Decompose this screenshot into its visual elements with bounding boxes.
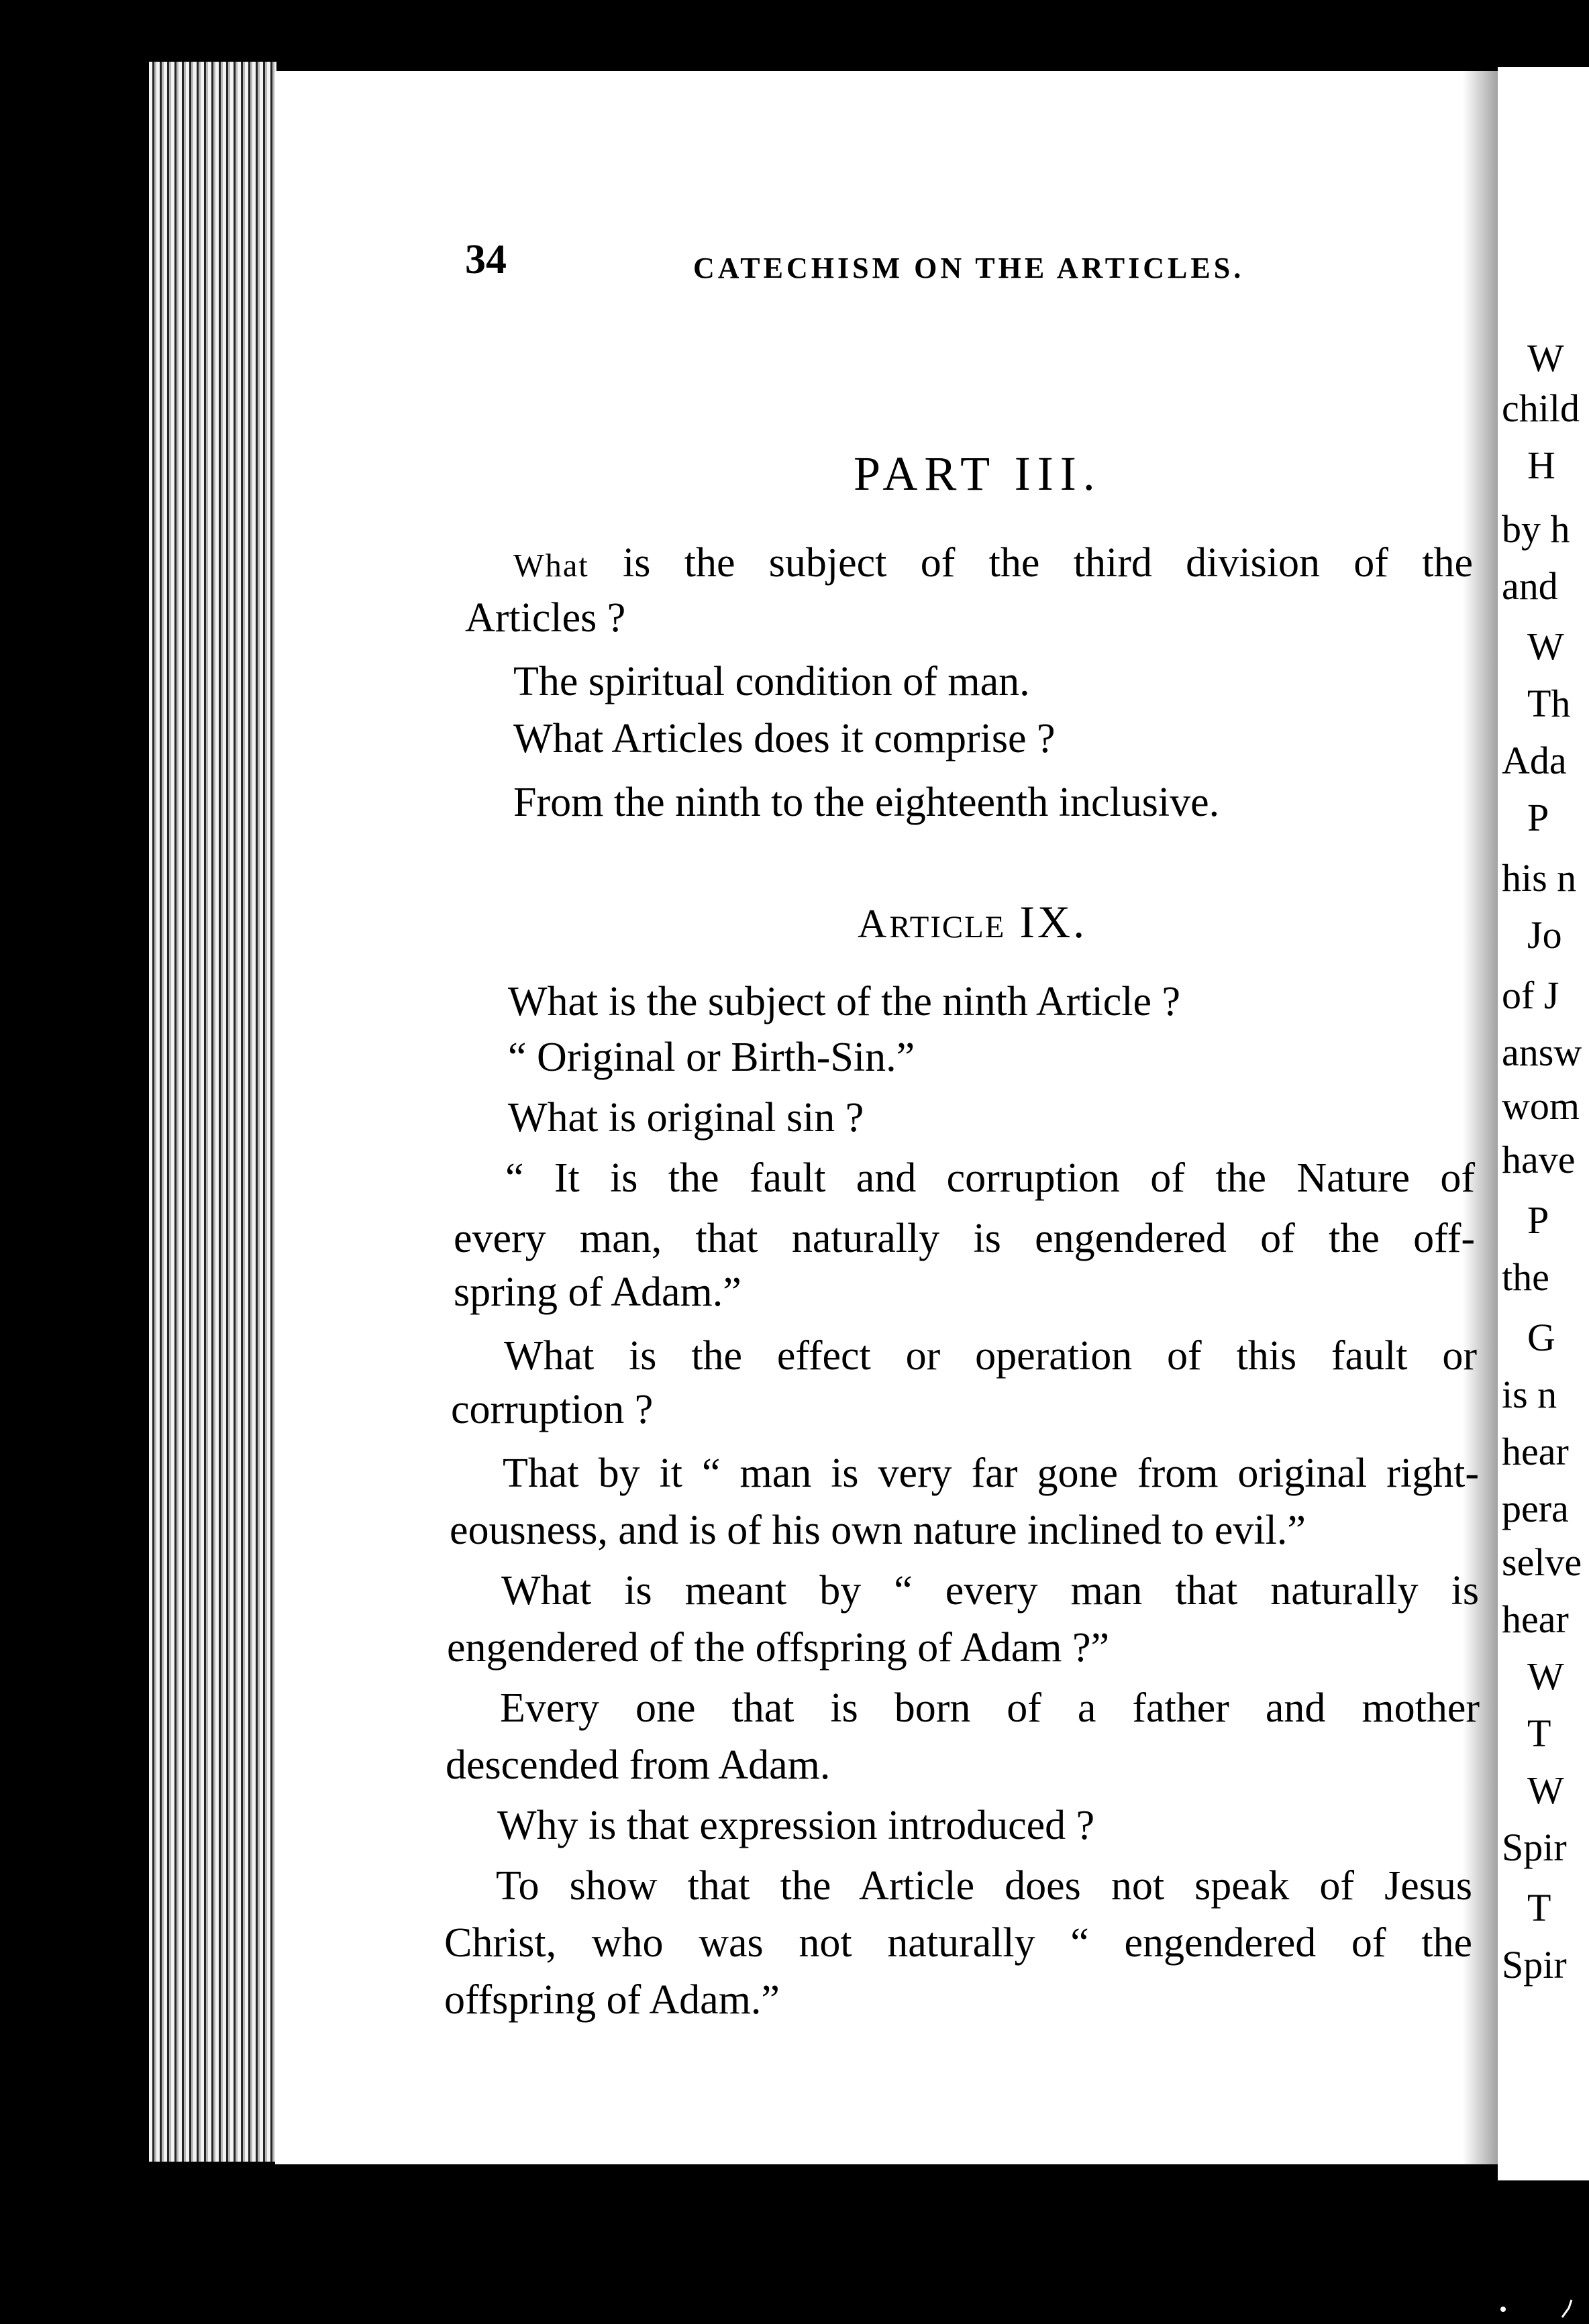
facing-line: Jo bbox=[1527, 913, 1562, 957]
facing-line: and bbox=[1502, 564, 1558, 608]
facing-line: T bbox=[1527, 1711, 1551, 1755]
qa-line: What is the effect or operation of this fault or bbox=[504, 1333, 1477, 1379]
facing-line: G bbox=[1527, 1316, 1555, 1359]
qa-line: eousness, and is of his own nature inclined to evil.” bbox=[450, 1508, 1306, 1553]
facing-line: Ada bbox=[1502, 739, 1567, 782]
facing-line: Th bbox=[1527, 682, 1571, 725]
qa-line: descended from Adam. bbox=[446, 1742, 831, 1788]
page-number: 34 bbox=[465, 237, 507, 282]
facing-page-fragment bbox=[1498, 67, 1589, 2180]
running-head: CATECHISM ON THE ARTICLES. bbox=[693, 252, 1245, 284]
facing-line: H bbox=[1527, 443, 1555, 487]
scan-marks bbox=[1490, 2294, 1584, 2321]
small-caps-lead: What bbox=[513, 548, 589, 584]
intro-question-line: Articles ? bbox=[465, 595, 626, 641]
facing-line: hear bbox=[1502, 1597, 1569, 1641]
facing-line: the bbox=[1502, 1255, 1549, 1299]
qa-line: offspring of Adam.” bbox=[444, 1977, 780, 2023]
facing-line: P bbox=[1527, 1198, 1549, 1242]
facing-line: Spir bbox=[1502, 1826, 1567, 1869]
qa-line: Why is that expression introduced ? bbox=[497, 1803, 1095, 1848]
qa-line: That by it “ man is very far gone from original right- bbox=[503, 1450, 1479, 1496]
facing-line: Spir bbox=[1502, 1943, 1567, 1987]
facing-line: is n bbox=[1502, 1373, 1557, 1416]
facing-line: selve bbox=[1502, 1540, 1582, 1584]
facing-line: answ bbox=[1502, 1031, 1582, 1074]
qa-line: What is meant by “ every man that naturally is bbox=[501, 1568, 1479, 1614]
facing-line: child bbox=[1502, 386, 1580, 430]
facing-line: of J bbox=[1502, 973, 1559, 1017]
book-page bbox=[275, 71, 1493, 2164]
facing-line: W bbox=[1527, 625, 1564, 668]
page-edges bbox=[149, 62, 276, 2162]
qa-line: every man, that naturally is engendered of the off- bbox=[454, 1216, 1475, 1261]
intro-question: What Articles does it comprise ? bbox=[513, 716, 1056, 761]
part-heading: PART III. bbox=[854, 447, 1102, 500]
article-heading: ARTICLE IX. bbox=[858, 896, 1088, 947]
qa-line: What is original sin ? bbox=[508, 1095, 864, 1141]
intro-question-line bbox=[513, 542, 1473, 584]
qa-line: Every one that is born of a father and mother bbox=[500, 1685, 1480, 1731]
facing-line: W bbox=[1527, 1654, 1564, 1698]
facing-line: his n bbox=[1502, 856, 1577, 900]
facing-line: pera bbox=[1502, 1487, 1569, 1530]
facing-line: T bbox=[1527, 1886, 1551, 1930]
qa-line: corruption ? bbox=[451, 1387, 654, 1432]
qa-line: Christ, who was not naturally “ engendered of the bbox=[444, 1920, 1472, 1966]
qa-line: To show that the Article does not speak of Jesus bbox=[496, 1863, 1472, 1909]
facing-line: wom bbox=[1502, 1084, 1580, 1128]
qa-line: What is the subject of the ninth Article ? bbox=[508, 979, 1181, 1024]
question-text: is the subject of the third division of the bbox=[588, 540, 1473, 586]
facing-line: W bbox=[1527, 1768, 1564, 1812]
facing-line: by h bbox=[1502, 507, 1570, 551]
qa-line: “ It is the fault and corruption of the Nature of bbox=[505, 1155, 1475, 1201]
facing-line: have bbox=[1502, 1138, 1576, 1181]
qa-line: engendered of the offspring of Adam ?” bbox=[447, 1625, 1110, 1671]
facing-line: P bbox=[1527, 796, 1549, 839]
facing-line: hear bbox=[1502, 1430, 1569, 1473]
facing-line: W bbox=[1527, 336, 1564, 380]
intro-answer: From the ninth to the eighteenth inclusive. bbox=[513, 780, 1220, 825]
intro-answer: The spiritual condition of man. bbox=[513, 659, 1030, 704]
qa-line: “ Original or Birth-Sin.” bbox=[508, 1035, 915, 1080]
qa-line: spring of Adam.” bbox=[454, 1269, 741, 1315]
